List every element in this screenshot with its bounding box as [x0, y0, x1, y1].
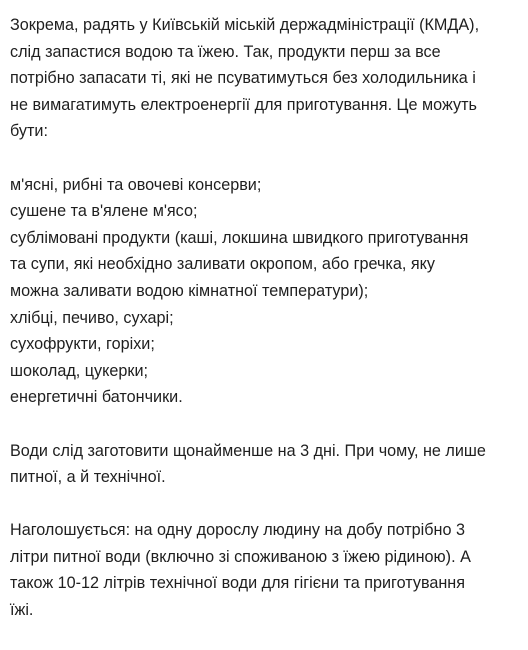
text-line: Наголошується: на одну дорослу людину на добу потрібно 3	[10, 521, 465, 540]
water-days-paragraph	[10, 438, 528, 491]
water-amount-paragraph	[10, 517, 528, 623]
text-line: сухофрукти, горіхи;	[10, 335, 155, 354]
text-line: бути:	[10, 122, 48, 141]
text-line: м'ясні, рибні та овочеві консерви;	[10, 175, 262, 194]
list-item	[10, 305, 528, 332]
list-item	[10, 358, 528, 385]
text-line: можна заливати водою кімнатної температури);	[10, 281, 369, 300]
text-line: Зокрема, радять у Київській міській держадміністрації (КМДА),	[10, 16, 480, 34]
intro-paragraph	[10, 12, 528, 145]
text-line: їжі.	[10, 601, 34, 620]
text-line: питної, а й технічної.	[10, 468, 166, 487]
text-line: Води слід заготовити щонайменше на 3 дні. При чому, не лише	[10, 441, 486, 460]
list-item	[10, 225, 528, 305]
list-item	[10, 331, 528, 358]
list-item	[10, 172, 528, 199]
text-line: та супи, які необхідно заливати окропом, або гречка, яку	[10, 255, 435, 274]
text-line: не вимагатимуть електроенергії для приготування. Це можуть	[10, 95, 477, 114]
text-line: хлібці, печиво, сухарі;	[10, 308, 174, 327]
list-item	[10, 384, 528, 411]
text-line: потрібно запасати ті, які не псуватимуться без холодильника і	[10, 69, 476, 88]
text-line: також 10-12 літрів технічної води для гігієни та приготування	[10, 574, 466, 593]
article-body	[10, 12, 528, 650]
food-list	[10, 172, 528, 411]
text-line: слід запастися водою та їжею. Так, продукти перш за все	[10, 42, 441, 61]
list-item	[10, 198, 528, 225]
text-line: енергетичні батончики.	[10, 388, 183, 407]
text-line: шоколад, цукерки;	[10, 361, 149, 380]
text-line: сушене та в'ялене м'ясо;	[10, 202, 198, 221]
text-line: літри питної води (включно зі споживаною з їжею рідиною). А	[10, 547, 471, 566]
text-line: сублімовані продукти (каші, локшина швидкого приготування	[10, 228, 469, 247]
